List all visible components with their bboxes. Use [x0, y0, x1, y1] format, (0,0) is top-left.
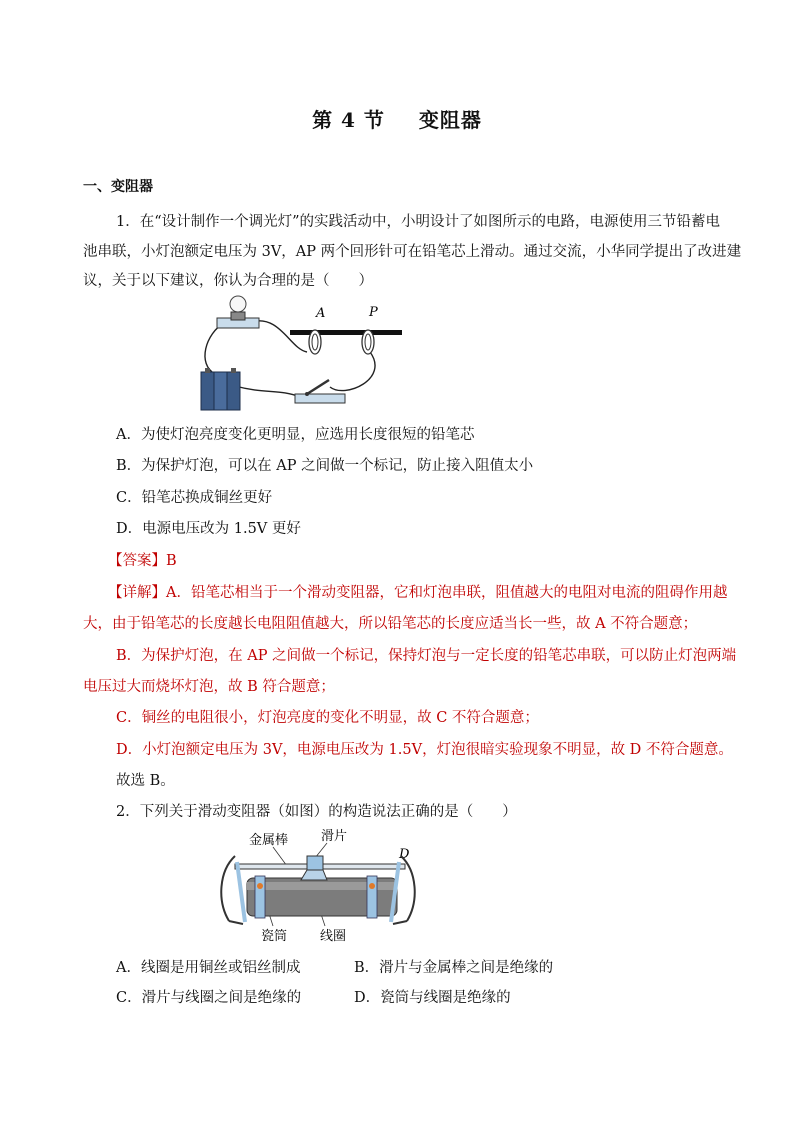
- clip-label-p: P: [369, 305, 378, 320]
- light-bulb-icon: [230, 296, 246, 312]
- q1-option-a: A．为使灯泡亮度变化更明显，应选用长度很短的铅笔芯: [116, 427, 475, 443]
- q1-circuit-figure: [195, 294, 410, 412]
- wire-icon: [235, 386, 300, 397]
- switch-icon: [295, 380, 345, 403]
- detail-tag: 【详解】: [108, 585, 166, 601]
- q2-option-a: A．线圈是用铜丝或铝丝制成: [116, 960, 301, 976]
- q2-option-d: D．瓷筒与线圈是绝缘的: [354, 990, 511, 1006]
- q1-detail-line5: C．铜丝的电阻很小，灯泡亮度的变化不明显，故 C 不符合题意；: [116, 710, 539, 726]
- tube-band-left-icon: [255, 876, 265, 918]
- q1-detail-line1: [108, 583, 727, 603]
- label-d: D: [399, 847, 410, 862]
- q1-detail-line4: 电压过大而烧坏灯泡，故 B 符合题意；: [83, 679, 335, 695]
- title-section-number: 第 4 节: [312, 108, 385, 132]
- q2-rheostat-figure: [215, 826, 420, 946]
- pencil-lead-icon: [290, 330, 402, 335]
- q1-stem-line3: 议，关于以下建议，你认为合理的是（ ）: [83, 273, 373, 289]
- wire-icon: [205, 322, 225, 374]
- detail-text-1: A．铅笔芯相当于一个滑动变阻器，它和灯泡串联，阻值越大的电阻对电流的阻碍作用越: [166, 585, 728, 601]
- q1-option-b: B．为保护灯泡，可以在 AP 之间做一个标记，防止接入阻值太小: [116, 458, 534, 474]
- label-coil: 线圈: [320, 929, 347, 944]
- leader-line-rod: [273, 847, 287, 866]
- q2-option-b: B．滑片与金属棒之间是绝缘的: [354, 960, 554, 976]
- q1-answer: [108, 551, 177, 571]
- battery-pack-icon: [201, 368, 240, 410]
- q2-stem: 2．下列关于滑动变阻器（如图）的构造说法正确的是（ ）: [116, 804, 517, 820]
- q1-option-c: C．铅笔芯换成铜丝更好: [116, 490, 273, 506]
- page-title: [0, 104, 794, 133]
- answer-tag: 【答案】: [108, 553, 166, 569]
- label-metal-rod: 金属棒: [249, 833, 289, 848]
- terminal-right-icon: [369, 883, 375, 889]
- label-slider: 滑片: [321, 829, 348, 844]
- clip-label-a: A: [316, 306, 326, 321]
- terminal-left-icon: [257, 883, 263, 889]
- q1-detail-line2: 大，由于铅笔芯的长度越长电阻阻值越大，所以铅笔芯的长度应适当长一些，故 A 不符合题意；: [83, 616, 698, 632]
- q1-detail-line6: D．小灯泡额定电压为 3V，电源电压改为 1.5V，灯泡很暗实验现象不明显，故 D 不符合题意。: [116, 742, 733, 758]
- section-heading: 一、变阻器: [83, 179, 153, 195]
- q1-option-d: D．电源电压改为 1.5V 更好: [116, 521, 301, 537]
- title-topic: 变阻器: [418, 108, 482, 132]
- q1-conclusion: 故选 B。: [116, 773, 175, 789]
- q2-option-c: C．滑片与线圈之间是绝缘的: [116, 990, 302, 1006]
- answer-value: B: [166, 553, 177, 569]
- label-tube: 瓷筒: [261, 929, 288, 944]
- q1-detail-line3: B．为保护灯泡，在 AP 之间做一个标记，保持灯泡与一定长度的铅笔芯串联，可以防止灯泡两端: [116, 648, 737, 664]
- lamp-socket-icon: [231, 312, 245, 320]
- q1-stem-line2: 池串联，小灯泡额定电压为 3V，AP 两个回形针可在铅笔芯上滑动。通过交流，小华同学提出了改进建: [83, 244, 742, 260]
- wire-icon: [330, 352, 375, 391]
- q1-stem-line1: 1．在“设计制作一个调光灯”的实践活动中，小明设计了如图所示的电路，电源使用三节铅蓄电: [116, 214, 721, 230]
- tube-band-right-icon: [367, 876, 377, 918]
